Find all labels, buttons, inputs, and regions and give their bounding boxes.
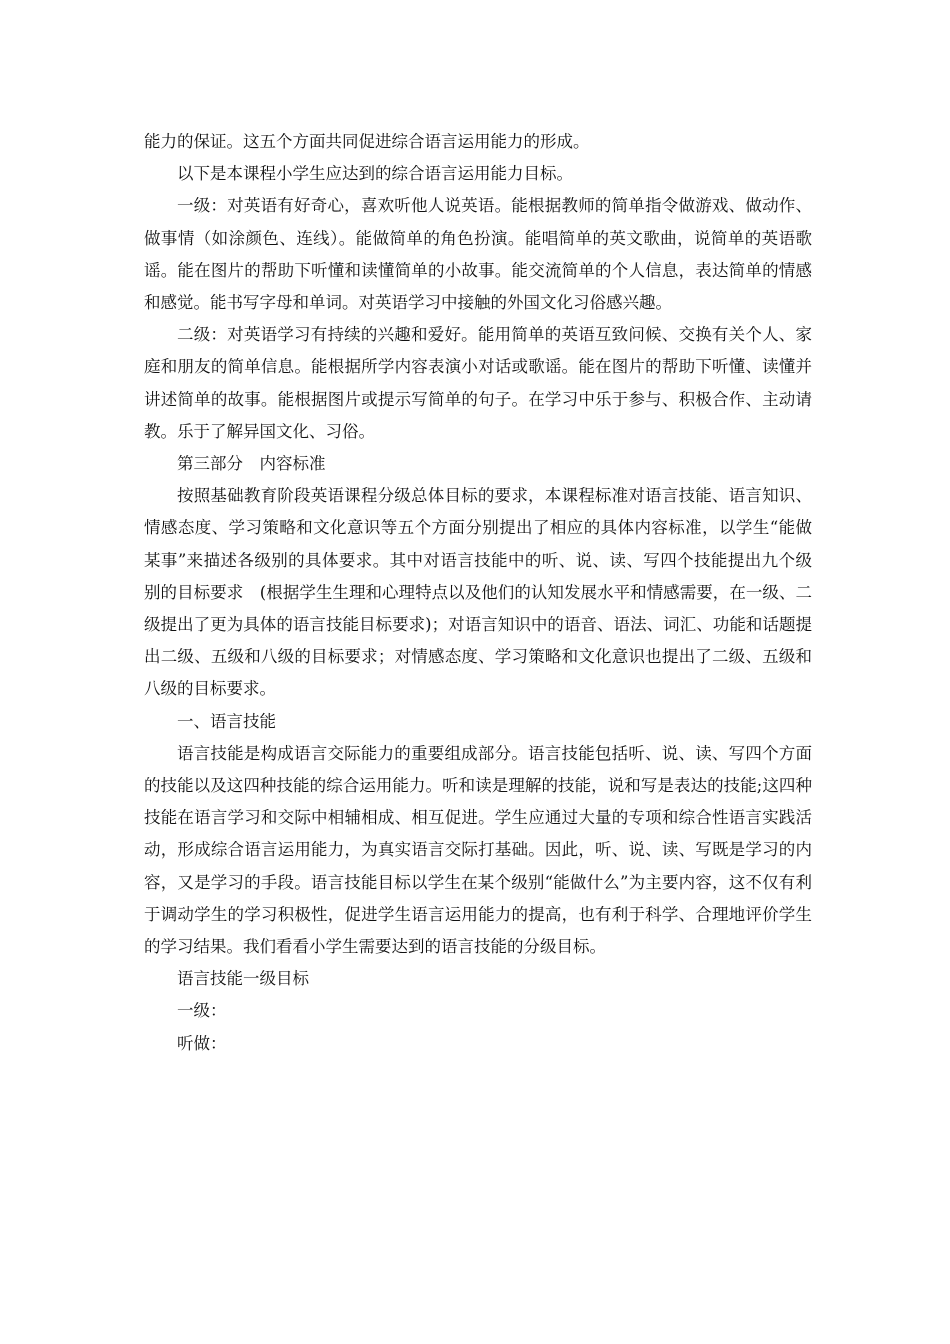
paragraph-goals-intro: 以下是本课程小学生应达到的综合语言运用能力目标。	[177, 164, 573, 184]
document-body	[144, 126, 812, 1060]
section-heading-part-three: 第三部分 内容标准	[177, 454, 326, 474]
subsection-heading-language-skills: 一、语言技能	[177, 711, 276, 731]
label-level-one: 一级：	[177, 1001, 227, 1021]
paragraph-level-one: 一级：对英语有好奇心，喜欢听他人说英语。能根据教师的简单指令做游戏、做动作、做事情（如涂颜色、连线）。能做简单的角色扮演。能唱简单的英文歌曲，说简单的英语歌谣。能在图片的帮助下听懂和读懂简单的小故事。能交流简单的个人信息，表达简单的情感和感觉。能书写字母和单词。对英语学习中接触的外国文化习俗感兴趣。	[144, 196, 812, 313]
paragraph-language-skills: 语言技能是构成语言交际能力的重要组成部分。语言技能包括听、说、读、写四个方面的技能以及这四种技能的综合运用能力。听和读是理解的技能，说和写是表达的技能;这四种技能在语言学习和交际中相辅相成、相互促进。学生应通过大量的专项和综合性语言实践活动，形成综合语言运用能力，为真实语言交际打基础。因此，听、说、读、写既是学习的内容，又是学习的手段。语言技能目标以学生在某个级别“能做什么”为主要内容，这不仅有利于调动学生的学习积极性，促进学生语言运用能力的提高，也有利于科学、合理地评价学生的学习结果。我们看看小学生需要达到的语言技能的分级目标。	[144, 743, 812, 957]
label-listen-do: 听做：	[177, 1033, 227, 1053]
paragraph-content-standards: 按照基础教育阶段英语课程分级总体目标的要求，本课程标准对语言技能、语言知识、情感态度、学习策略和文化意识等五个方面分别提出了相应的具体内容标准，以学生“能做某事”来描述各级别的具体要求。其中对语言技能中的听、说、读、写四个技能提出九个级别的目标要求 (根据学生生理和心理特点以及他们的认知发展水平和情感需要，在一级、二级提出了更为具体的语言技能目标要求)；对语言知识中的语音、语法、词汇、功能和话题提出二级、五级和八级的目标要求；对情感态度、学习策略和文化意识也提出了二级、五级和八级的目标要求。	[144, 486, 812, 699]
heading-skills-level-one: 语言技能一级目标	[177, 969, 309, 989]
paragraph-level-two: 二级：对英语学习有持续的兴趣和爱好。能用简单的英语互致问候、交换有关个人、家庭和朋友的简单信息。能根据所学内容表演小对话或歌谣。能在图片的帮助下听懂、读懂并讲述简单的故事。能根据图片或提示写简单的句子。在学习中乐于参与、积极合作、主动请教。乐于了解异国文化、习俗。	[144, 325, 812, 441]
paragraph-continuation: 能力的保证。这五个方面共同促进综合语言运用能力的形成。	[144, 132, 590, 151]
